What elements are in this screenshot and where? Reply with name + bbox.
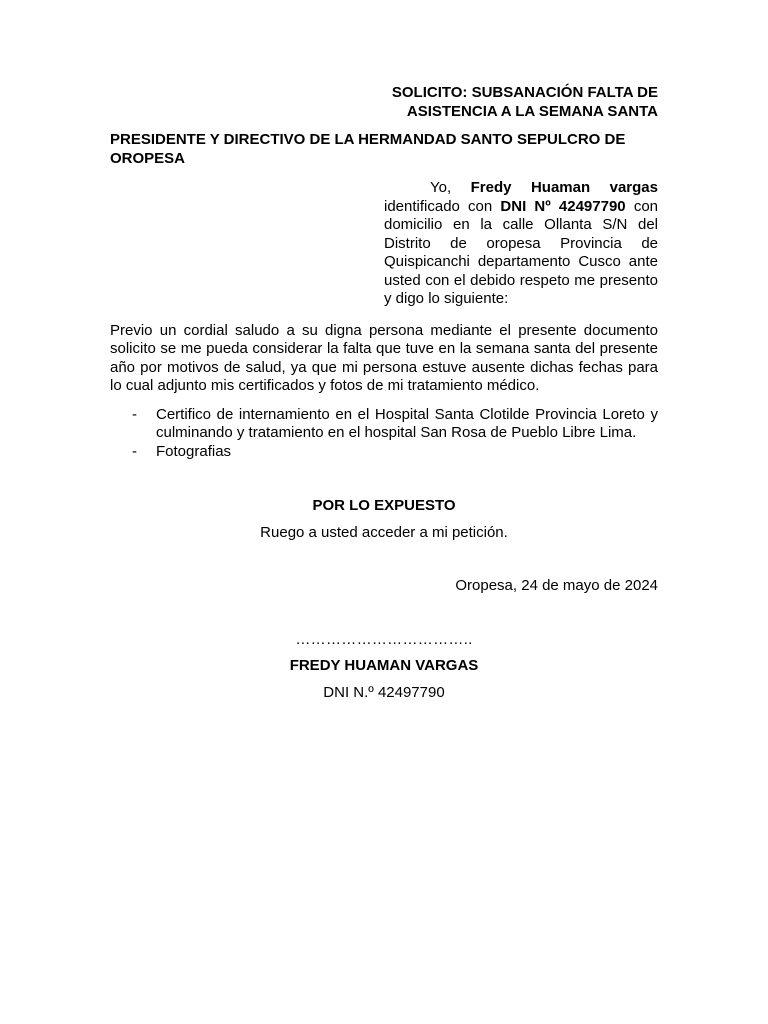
applicant-dni: DNI Nº 42497790: [500, 197, 626, 215]
subject-line-2: ASISTENCIA A LA SEMANA SANTA: [406, 102, 658, 120]
request-paragraph: Previo un cordial saludo a su digna persona mediante el presente documento solicito se me pueda considerar la falta que tuve en la semana santa del presente año por motivos de salud, ya que mi persona estuve ausente dichas fechas para lo cual adjunto mis certificados y fotos de mi tratamiento médico.: [110, 321, 658, 394]
signer-id: DNI N.º 42497790: [323, 683, 445, 701]
subject-line-1: SOLICITO: SUBSANACIÓN FALTA DE: [391, 84, 658, 101]
list-item: [110, 443, 658, 462]
intro-identified: identificado con: [384, 197, 501, 215]
attachments-list: [110, 406, 658, 462]
section-heading: POR LO EXPUESTO: [312, 497, 456, 514]
addressee-heading: PRESIDENTE Y DIRECTIVO DE LA HERMANDAD SANTO SEPULCRO DE OROPESA: [110, 131, 626, 167]
signature-line: ……………………………..: [295, 630, 473, 648]
intro-paragraph: [384, 179, 658, 309]
applicant-name: Fredy Huaman vargas: [470, 179, 658, 196]
place-date: Oropesa, 24 de mayo de 2024: [455, 577, 658, 594]
subject-heading: [384, 84, 658, 121]
document-page: [110, 84, 658, 702]
intro-yo: Yo,: [430, 179, 471, 196]
list-item: [110, 406, 658, 443]
list-bullet: -: [132, 442, 137, 460]
closing-request: Ruego a usted acceder a mi petición.: [260, 523, 508, 541]
signer-name: FREDY HUAMAN VARGAS: [289, 657, 479, 674]
attachment-text: Fotografias: [156, 442, 232, 460]
attachment-text: Certifico de internamiento en el Hospital Santa Clotilde Provincia Loreto y culminando y tratamiento en el hospital San Rosa de Pueblo Libre Lima.: [156, 405, 658, 441]
list-bullet: -: [132, 405, 137, 423]
intro-rest: con domicilio en la calle Ollanta S/N del Distrito de oropesa Provincia de Quispicanchi departamento Cusco ante usted con el debido respeto me presento y digo lo siguiente:: [384, 197, 659, 307]
